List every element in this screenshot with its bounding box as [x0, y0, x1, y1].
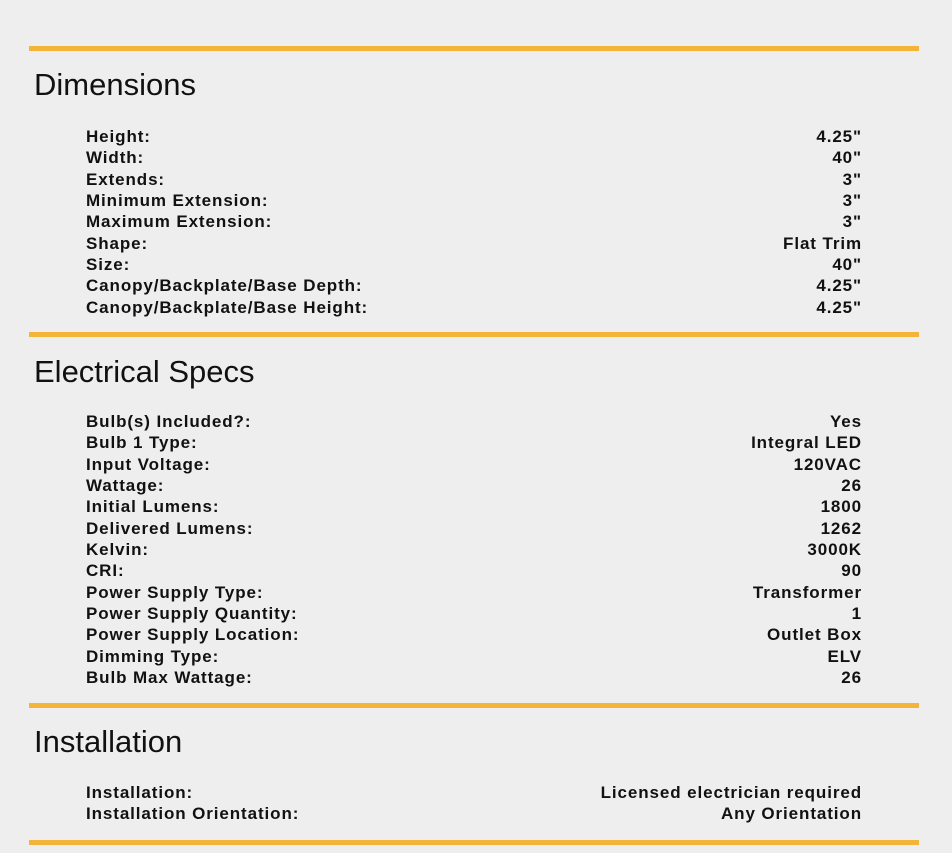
- spec-row: [86, 254, 862, 275]
- spec-row: [86, 667, 862, 688]
- spec-label: Height:: [86, 127, 151, 146]
- spec-label: Kelvin:: [86, 539, 149, 559]
- spec-row: [86, 297, 862, 318]
- spec-value: 4.25": [816, 127, 862, 146]
- spec-value: 1800: [820, 497, 862, 517]
- spec-label: Bulb(s) Included?:: [86, 412, 252, 431]
- spec-row: [86, 275, 862, 296]
- spec-label: Power Supply Type:: [86, 582, 264, 602]
- spec-label: Shape:: [86, 233, 149, 253]
- spec-value: ELV: [827, 646, 862, 666]
- spec-row: [86, 539, 862, 560]
- spec-value: 3000K: [807, 539, 862, 559]
- spec-label: Dimming Type:: [86, 646, 220, 666]
- section-divider: [29, 703, 919, 708]
- spec-label: Size:: [86, 254, 131, 274]
- spec-label: CRI:: [86, 561, 125, 581]
- spec-row: [86, 624, 862, 645]
- spec-value: 26: [841, 475, 862, 495]
- spec-value: 3": [842, 190, 862, 210]
- section-title-installation: Installation: [34, 724, 183, 759]
- spec-value: 26: [841, 667, 862, 687]
- spec-value: 4.25": [816, 276, 862, 296]
- spec-value: Licensed electrician required: [600, 783, 862, 802]
- spec-row: [86, 582, 862, 603]
- spec-value: 4.25": [816, 297, 862, 317]
- spec-label: Installation:: [86, 783, 194, 802]
- electrical-specs-spec-list: [86, 411, 862, 688]
- spec-label: Wattage:: [86, 475, 165, 495]
- spec-row: [86, 126, 862, 147]
- spec-label: Initial Lumens:: [86, 497, 220, 517]
- spec-row: [86, 432, 862, 453]
- spec-label: Power Supply Quantity:: [86, 603, 298, 623]
- spec-value: 120VAC: [793, 454, 862, 474]
- spec-row: [86, 190, 862, 211]
- spec-value: 3": [842, 212, 862, 232]
- spec-row: [86, 454, 862, 475]
- spec-value: Any Orientation: [720, 804, 862, 824]
- spec-row: [86, 496, 862, 517]
- spec-value: 90: [841, 561, 862, 581]
- spec-label: Maximum Extension:: [86, 212, 273, 232]
- spec-row: [86, 560, 862, 581]
- spec-value: Outlet Box: [767, 625, 862, 645]
- spec-label: Delivered Lumens:: [86, 518, 254, 538]
- spec-value: Transformer: [752, 582, 862, 602]
- spec-value: 1: [851, 603, 862, 623]
- spec-row: [86, 233, 862, 254]
- spec-label: Bulb 1 Type:: [86, 433, 198, 453]
- spec-label: Canopy/Backplate/Base Height:: [86, 297, 369, 317]
- spec-label: Power Supply Location:: [86, 625, 300, 645]
- spec-row: [86, 211, 862, 232]
- dimensions-spec-list: [86, 126, 862, 318]
- spec-row: [86, 646, 862, 667]
- spec-value: 1262: [820, 518, 862, 538]
- spec-label: Input Voltage:: [86, 454, 211, 474]
- spec-value: Integral LED: [751, 433, 862, 453]
- spec-value: 40": [832, 254, 862, 274]
- spec-row: [86, 518, 862, 539]
- spec-row: [86, 411, 862, 432]
- spec-value: 3": [842, 169, 862, 189]
- spec-value: Flat Trim: [783, 233, 862, 253]
- spec-row: [86, 147, 862, 168]
- spec-label: Width:: [86, 148, 145, 168]
- spec-row: [86, 169, 862, 190]
- spec-row: [86, 475, 862, 496]
- spec-label: Extends:: [86, 169, 165, 189]
- spec-label: Minimum Extension:: [86, 190, 269, 210]
- spec-row: [86, 803, 862, 824]
- spec-value: Yes: [829, 412, 862, 431]
- section-title-electrical-specs: Electrical Specs: [34, 354, 255, 389]
- section-title-dimensions: Dimensions: [34, 67, 196, 102]
- spec-label: Canopy/Backplate/Base Depth:: [86, 276, 363, 296]
- section-divider: [29, 840, 919, 845]
- spec-row: [86, 782, 862, 803]
- section-divider: [29, 46, 919, 51]
- spec-label: Bulb Max Wattage:: [86, 667, 253, 687]
- section-divider: [29, 332, 919, 337]
- spec-value: 40": [832, 148, 862, 168]
- spec-row: [86, 603, 862, 624]
- installation-spec-list: [86, 782, 862, 825]
- spec-label: Installation Orientation:: [86, 804, 300, 824]
